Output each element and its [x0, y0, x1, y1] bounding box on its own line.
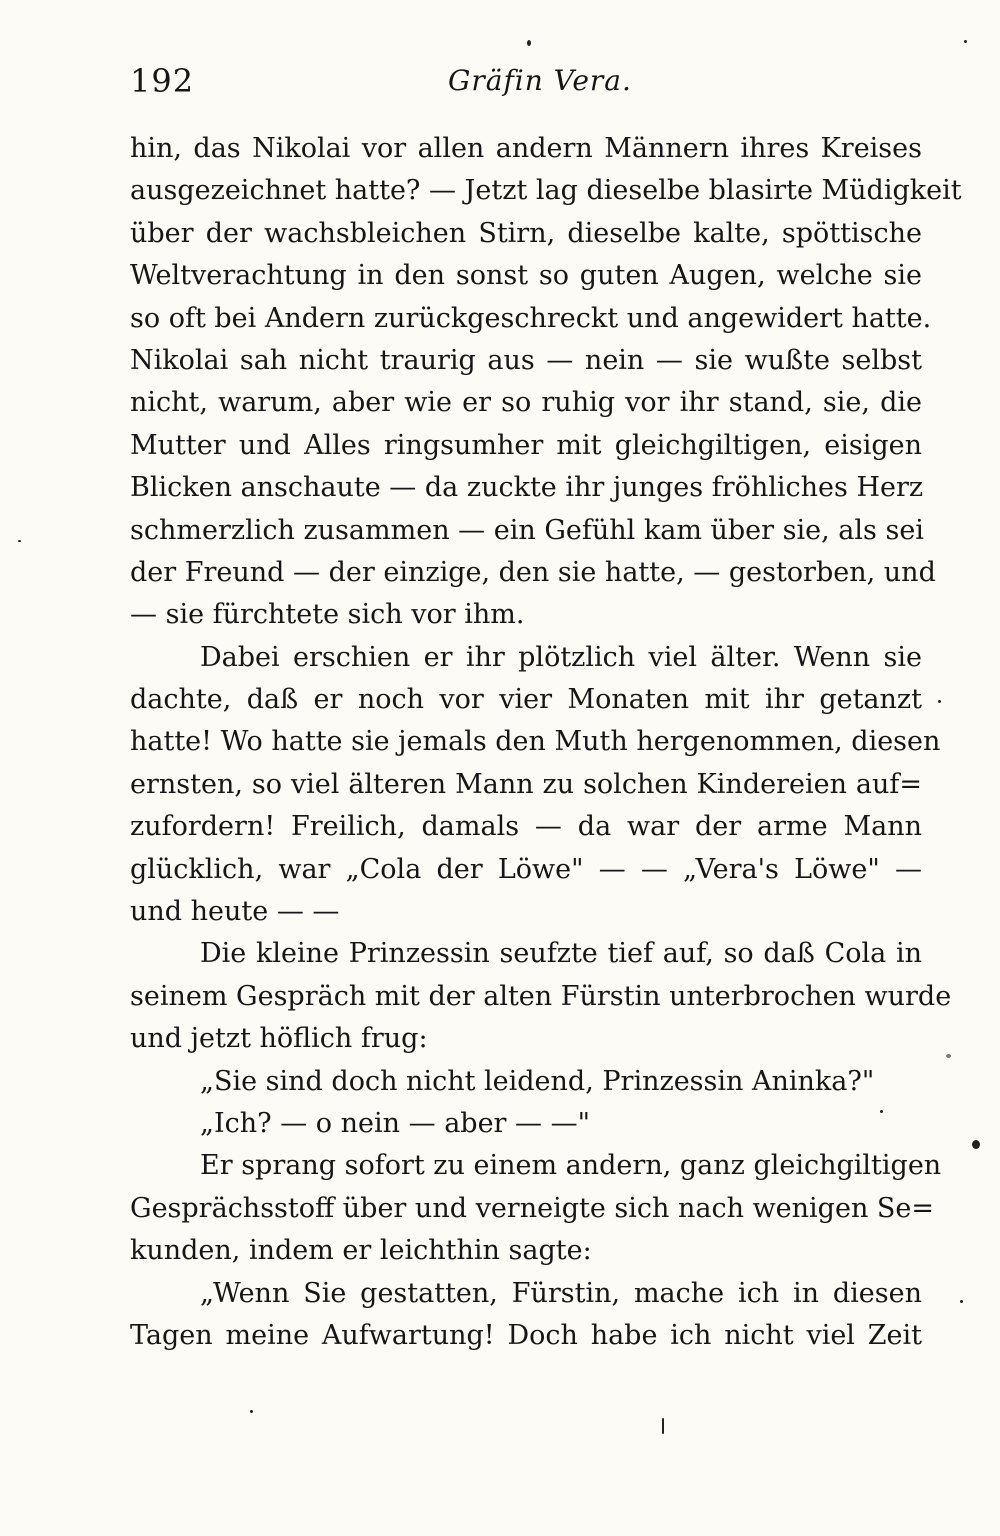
scan-speck [964, 40, 967, 43]
paragraph-start-line: Dabei erschien er ihr plötzlich viel älter. Wenn sie [200, 641, 922, 673]
page-header [130, 62, 922, 102]
text-line: Weltverachtung in den sonst so guten Augen, welche sie [130, 260, 922, 292]
scan-speck [250, 1410, 253, 1413]
text-line: Tagen meine Aufwartung! Doch habe ich nicht viel Zeit [130, 1319, 922, 1351]
text-line: schmerzlich zusammen — ein Gefühl kam über sie, als sei [130, 514, 924, 546]
paragraph-start-line: Er sprang sofort zu einem andern, ganz gleichgiltigen [200, 1150, 942, 1182]
text-line: dachte, daß er noch vor vier Monaten mit ihr getanzt [130, 684, 922, 716]
scan-speck [662, 1418, 664, 1434]
text-line: und jetzt höflich frug: [130, 1023, 428, 1055]
paragraph-start-line: Die kleine Prinzessin seufzte tief auf, so daß Cola in [200, 938, 922, 970]
scan-speck [938, 700, 941, 703]
text-line: ausgezeichnet hatte? — Jetzt lag dieselbe blasirte Müdigkeit [130, 175, 962, 207]
text-line: — sie fürchtete sich vor ihm. [130, 599, 525, 631]
scan-speck [527, 40, 531, 46]
page-number: 192 [130, 62, 195, 100]
scan-speck [972, 1140, 980, 1149]
scan-speck [880, 1110, 883, 1113]
text-line: über der wachsbleichen Stirn, dieselbe kalte, spöttische [130, 217, 922, 249]
text-line: seinem Gespräch mit der alten Fürstin unterbrochen wurde [130, 980, 952, 1012]
text-line: hin, das Nikolai vor allen andern Männern ihres Kreises [130, 133, 922, 164]
text-line: kunden, indem er leichthin sagte: [130, 1235, 592, 1267]
text-line: so oft bei Andern zurückgeschreckt und angewidert hatte. [130, 302, 932, 334]
paragraph-start-line: „Sie sind doch nicht leidend, Prinzessin Aninka?" [200, 1065, 875, 1097]
body-text [130, 128, 962, 1357]
text-line: der Freund — der einzige, den sie hatte, — gestorben, und [130, 556, 936, 588]
text-line: ernsten, so viel älteren Mann zu solchen Kindereien auf= [130, 768, 922, 800]
paragraph-start-line: „Wenn Sie gestatten, Fürstin, mache ich in diesen [200, 1277, 922, 1309]
text-line: Gesprächsstoff über und verneigte sich nach wenigen Se= [130, 1192, 935, 1224]
scan-speck [960, 1300, 963, 1303]
text-line: hatte! Wo hatte sie jemals den Muth hergenommen, diesen [130, 726, 941, 758]
scan-speck [18, 540, 21, 542]
text-line: nicht, warum, aber wie er so ruhig vor ihr stand, sie, die [130, 387, 922, 419]
text-line: glücklich, war „Cola der Löwe" — — „Vera's Löwe" — [130, 853, 922, 885]
text-line: Blicken anschaute — da zuckte ihr junges fröhliches Herz [130, 472, 924, 504]
scan-speck [946, 1054, 951, 1058]
paragraph-start-line: „Ich? — o nein — aber — —" [200, 1107, 591, 1139]
running-title: Gräfin Vera. [448, 64, 632, 97]
text-line: und heute — — [130, 896, 340, 928]
text-line: Nikolai sah nicht traurig aus — nein — sie wußte selbst [130, 344, 922, 376]
text-line: Mutter und Alles ringsumher mit gleichgiltigen, eisigen [130, 429, 922, 461]
text-line: zufordern! Freilich, damals — da war der arme Mann [130, 811, 922, 843]
